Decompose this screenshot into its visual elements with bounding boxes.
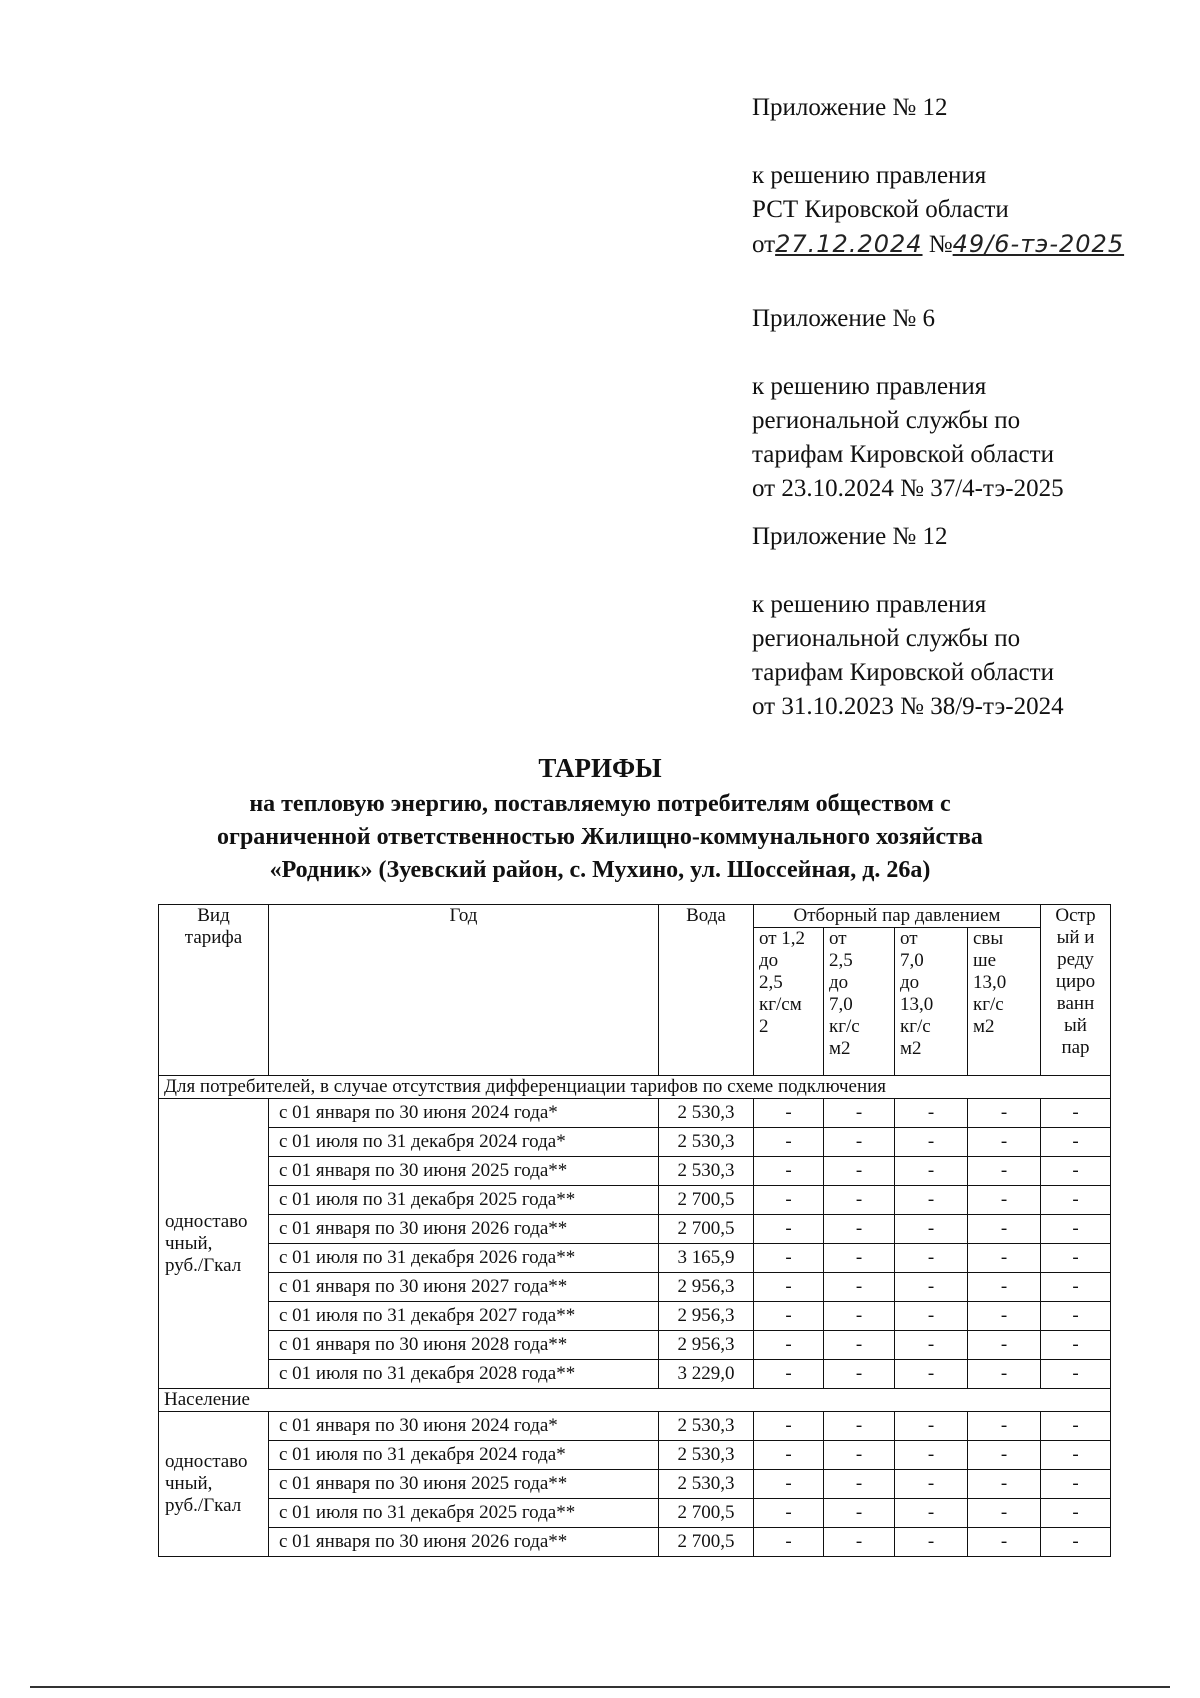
empty-tariff-cell: - <box>895 1128 968 1157</box>
decision-line: к решению правления <box>752 162 987 189</box>
appendix-6-block <box>752 302 1172 506</box>
empty-tariff-cell: - <box>968 1128 1041 1157</box>
empty-tariff-cell: - <box>895 1470 968 1499</box>
section-label: Для потребителей, в случае отсутствия дифференциации тарифов по схеме подключения <box>159 1076 1111 1099</box>
empty-tariff-cell: - <box>968 1360 1041 1389</box>
header-year: Год <box>269 905 659 1076</box>
empty-tariff-cell: - <box>754 1499 824 1528</box>
empty-tariff-cell: - <box>968 1470 1041 1499</box>
decision-line: к решению правления <box>752 591 987 618</box>
empty-tariff-cell: - <box>824 1360 895 1389</box>
empty-tariff-cell: - <box>824 1412 895 1441</box>
header-pressure-1: от 1,2 до 2,5 кг/см 2 <box>754 928 824 1076</box>
decision-date-line <box>752 227 1172 262</box>
water-tariff-cell: 2 530,3 <box>659 1128 754 1157</box>
decision-date-line: от 23.10.2024 № 37/4-тэ-2025 <box>752 475 1064 502</box>
authority-line: тарифам Кировской области <box>752 441 1054 468</box>
empty-tariff-cell: - <box>824 1441 895 1470</box>
decision-date-line: от 31.10.2023 № 38/9-тэ-2024 <box>752 693 1064 720</box>
page-bottom-rule <box>30 1686 1170 1688</box>
empty-tariff-cell: - <box>824 1244 895 1273</box>
empty-tariff-cell: - <box>1041 1499 1111 1528</box>
empty-tariff-cell: - <box>895 1186 968 1215</box>
water-tariff-cell: 2 700,5 <box>659 1499 754 1528</box>
title-line: ограниченной ответственностью Жилищно-коммунального хозяйства <box>217 824 983 850</box>
empty-tariff-cell: - <box>968 1273 1041 1302</box>
table-row <box>159 1331 1111 1360</box>
header-water: Вода <box>659 905 754 1076</box>
empty-tariff-cell: - <box>754 1273 824 1302</box>
appendix-12-block <box>752 520 1172 724</box>
empty-tariff-cell: - <box>824 1470 895 1499</box>
table-row <box>159 1128 1111 1157</box>
empty-tariff-cell: - <box>1041 1128 1111 1157</box>
empty-tariff-cell: - <box>824 1215 895 1244</box>
empty-tariff-cell: - <box>895 1215 968 1244</box>
table-row <box>159 1499 1111 1528</box>
period-cell: с 01 января по 30 июня 2026 года** <box>269 1528 659 1557</box>
section-row <box>159 1076 1111 1099</box>
empty-tariff-cell: - <box>1041 1157 1111 1186</box>
empty-tariff-cell: - <box>824 1273 895 1302</box>
empty-tariff-cell: - <box>754 1244 824 1273</box>
table-row <box>159 1273 1111 1302</box>
table-row <box>159 1157 1111 1186</box>
handwritten-date: 27.12.2024 <box>775 230 923 258</box>
table-row <box>159 1302 1111 1331</box>
empty-tariff-cell: - <box>968 1412 1041 1441</box>
empty-tariff-cell: - <box>968 1331 1041 1360</box>
water-tariff-cell: 2 530,3 <box>659 1412 754 1441</box>
empty-tariff-cell: - <box>754 1186 824 1215</box>
table-row <box>159 1186 1111 1215</box>
empty-tariff-cell: - <box>968 1099 1041 1128</box>
empty-tariff-cell: - <box>824 1528 895 1557</box>
table-row <box>159 1099 1111 1128</box>
period-cell: с 01 января по 30 июня 2024 года* <box>269 1099 659 1128</box>
handwritten-number: 49/6-тэ-2025 <box>952 230 1125 258</box>
empty-tariff-cell: - <box>1041 1412 1111 1441</box>
appendix-number: Приложение № 6 <box>752 305 936 332</box>
empty-tariff-cell: - <box>895 1331 968 1360</box>
empty-tariff-cell: - <box>968 1528 1041 1557</box>
empty-tariff-cell: - <box>824 1099 895 1128</box>
empty-tariff-cell: - <box>1041 1273 1111 1302</box>
water-tariff-cell: 2 530,3 <box>659 1157 754 1186</box>
empty-tariff-cell: - <box>754 1302 824 1331</box>
number-sign: № <box>928 231 953 258</box>
water-tariff-cell: 3 229,0 <box>659 1360 754 1389</box>
empty-tariff-cell: - <box>1041 1244 1111 1273</box>
water-tariff-cell: 2 700,5 <box>659 1528 754 1557</box>
header-sharp-steam: Остр ый и реду циро ванн ый пар <box>1041 905 1111 1076</box>
empty-tariff-cell: - <box>754 1360 824 1389</box>
tariff-table <box>158 904 1111 1557</box>
decision-line: к решению правления <box>752 373 987 400</box>
water-tariff-cell: 3 165,9 <box>659 1244 754 1273</box>
water-tariff-cell: 2 530,3 <box>659 1441 754 1470</box>
water-tariff-cell: 2 956,3 <box>659 1273 754 1302</box>
empty-tariff-cell: - <box>824 1302 895 1331</box>
empty-tariff-cell: - <box>754 1099 824 1128</box>
authority-line: тарифам Кировской области <box>752 659 1054 686</box>
empty-tariff-cell: - <box>968 1499 1041 1528</box>
water-tariff-cell: 2 700,5 <box>659 1186 754 1215</box>
period-cell: с 01 июля по 31 декабря 2025 года** <box>269 1499 659 1528</box>
period-cell: с 01 июля по 31 декабря 2025 года** <box>269 1186 659 1215</box>
title-main: ТАРИФЫ <box>538 753 662 783</box>
header-selected-steam: Отборный пар давлением <box>754 905 1041 928</box>
period-cell: с 01 января по 30 июня 2025 года** <box>269 1470 659 1499</box>
empty-tariff-cell: - <box>895 1360 968 1389</box>
empty-tariff-cell: - <box>754 1441 824 1470</box>
period-cell: с 01 января по 30 июня 2028 года** <box>269 1331 659 1360</box>
section-row <box>159 1389 1111 1412</box>
table-row <box>159 1215 1111 1244</box>
empty-tariff-cell: - <box>895 1157 968 1186</box>
empty-tariff-cell: - <box>754 1157 824 1186</box>
empty-tariff-cell: - <box>895 1244 968 1273</box>
tariff-table-body <box>159 1076 1111 1557</box>
empty-tariff-cell: - <box>968 1215 1041 1244</box>
empty-tariff-cell: - <box>895 1441 968 1470</box>
table-row <box>159 1244 1111 1273</box>
table-row <box>159 1412 1111 1441</box>
empty-tariff-cell: - <box>895 1528 968 1557</box>
header-tariff-kind: Вид тарифа <box>159 905 269 1076</box>
empty-tariff-cell: - <box>1041 1360 1111 1389</box>
empty-tariff-cell: - <box>754 1412 824 1441</box>
empty-tariff-cell: - <box>895 1412 968 1441</box>
period-cell: с 01 июля по 31 декабря 2024 года* <box>269 1128 659 1157</box>
title-line: на тепловую энергию, поставляемую потребителям обществом с <box>249 791 951 817</box>
appendix-number: Приложение № 12 <box>752 523 948 550</box>
water-tariff-cell: 2 700,5 <box>659 1215 754 1244</box>
date-prefix: от <box>752 231 776 258</box>
table-row <box>159 1528 1111 1557</box>
period-cell: с 01 июля по 31 декабря 2024 года* <box>269 1441 659 1470</box>
empty-tariff-cell: - <box>824 1128 895 1157</box>
empty-tariff-cell: - <box>1041 1186 1111 1215</box>
empty-tariff-cell: - <box>895 1302 968 1331</box>
period-cell: с 01 января по 30 июня 2027 года** <box>269 1273 659 1302</box>
empty-tariff-cell: - <box>1041 1099 1111 1128</box>
header-pressure-2: от 2,5 до 7,0 кг/с м2 <box>824 928 895 1076</box>
empty-tariff-cell: - <box>968 1186 1041 1215</box>
authority-line: региональной службы по <box>752 407 1021 434</box>
empty-tariff-cell: - <box>968 1157 1041 1186</box>
empty-tariff-cell: - <box>968 1244 1041 1273</box>
empty-tariff-cell: - <box>895 1273 968 1302</box>
water-tariff-cell: 2 530,3 <box>659 1099 754 1128</box>
empty-tariff-cell: - <box>824 1331 895 1360</box>
empty-tariff-cell: - <box>1041 1470 1111 1499</box>
document-title <box>150 748 1050 887</box>
water-tariff-cell: 2 956,3 <box>659 1331 754 1360</box>
empty-tariff-cell: - <box>824 1499 895 1528</box>
title-line: «Родник» (Зуевский район, с. Мухино, ул. Шоссейная, д. 26а) <box>269 857 931 883</box>
empty-tariff-cell: - <box>895 1499 968 1528</box>
empty-tariff-cell: - <box>1041 1215 1111 1244</box>
empty-tariff-cell: - <box>754 1470 824 1499</box>
tariff-kind-cell: одноставо чный, руб./Гкал <box>159 1412 269 1557</box>
header-pressure-4: свы ше 13,0 кг/с м2 <box>968 928 1041 1076</box>
empty-tariff-cell: - <box>895 1099 968 1128</box>
section-label: Население <box>159 1389 1111 1412</box>
empty-tariff-cell: - <box>824 1186 895 1215</box>
empty-tariff-cell: - <box>754 1331 824 1360</box>
empty-tariff-cell: - <box>754 1528 824 1557</box>
empty-tariff-cell: - <box>1041 1302 1111 1331</box>
water-tariff-cell: 2 956,3 <box>659 1302 754 1331</box>
empty-tariff-cell: - <box>1041 1331 1111 1360</box>
empty-tariff-cell: - <box>754 1128 824 1157</box>
table-row <box>159 1470 1111 1499</box>
tariff-kind-cell: одноставо чный, руб./Гкал <box>159 1099 269 1389</box>
water-tariff-cell: 2 530,3 <box>659 1470 754 1499</box>
period-cell: с 01 июля по 31 декабря 2028 года** <box>269 1360 659 1389</box>
period-cell: с 01 января по 30 июня 2026 года** <box>269 1215 659 1244</box>
appendix-12-rst-block <box>752 91 1172 262</box>
period-cell: с 01 июля по 31 декабря 2027 года** <box>269 1302 659 1331</box>
header-pressure-3: от 7,0 до 13,0 кг/с м2 <box>895 928 968 1076</box>
authority-line: региональной службы по <box>752 625 1021 652</box>
table-row <box>159 1441 1111 1470</box>
empty-tariff-cell: - <box>968 1441 1041 1470</box>
empty-tariff-cell: - <box>968 1302 1041 1331</box>
appendix-number: Приложение № 12 <box>752 94 948 121</box>
empty-tariff-cell: - <box>824 1157 895 1186</box>
period-cell: с 01 января по 30 июня 2024 года* <box>269 1412 659 1441</box>
period-cell: с 01 января по 30 июня 2025 года** <box>269 1157 659 1186</box>
empty-tariff-cell: - <box>754 1215 824 1244</box>
empty-tariff-cell: - <box>1041 1441 1111 1470</box>
period-cell: с 01 июля по 31 декабря 2026 года** <box>269 1244 659 1273</box>
empty-tariff-cell: - <box>1041 1528 1111 1557</box>
authority-line: РСТ Кировской области <box>752 196 1009 223</box>
table-row <box>159 1360 1111 1389</box>
